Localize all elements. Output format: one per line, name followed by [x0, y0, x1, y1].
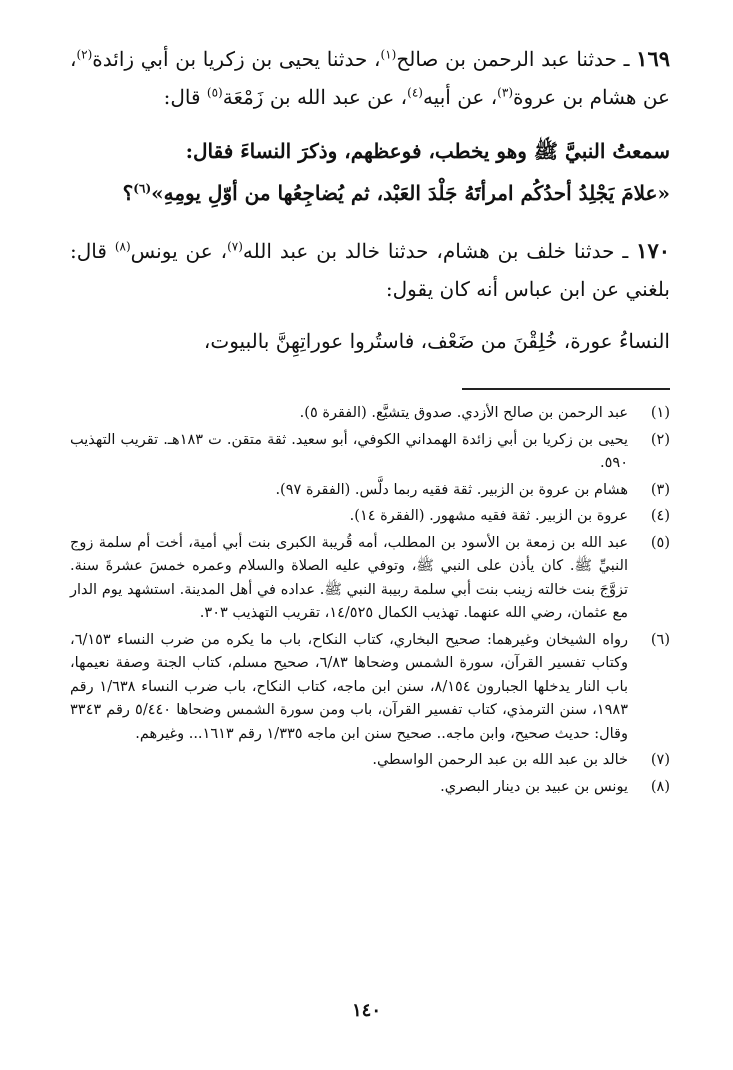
footnotes: [70, 402, 670, 799]
footnote-number: (٣): [650, 481, 670, 498]
footnote-text: عبد الله بن زمعة بن الأسود بن المطلب، أمه قُريبة الكبرى بنت أبي أمية، أخت أم سلمة زوج النبيِّ ﷺ. كان يأذن على النبي ﷺ، وتوفي عليه الصلاة والسلام وعمره خمسَ عشرةَ سنة. تزوَّجَ بنت خالته زينب بنت أبي سلمة ربيبة النبي ﷺ. عداده في أهل المدينة. استشهد يوم الدار مع عثمان، رضي الله عنهما. تهذيب الكمال ١٤/٥٢٥، تقريب التهذيب ٣٠٣.: [70, 534, 628, 621]
entry-number: ١٧٠: [636, 238, 671, 263]
footnote-number: (٧): [650, 752, 670, 768]
footnote-text: يونس بن عبيد بن دينار البصري.: [440, 778, 628, 795]
footnote-number: (٥): [650, 534, 670, 551]
footnote-number: (٨): [650, 778, 670, 795]
footnote-text: هشام بن عروة بن الزبير. ثقة فقيه ربما دلَّس. (الفقرة ٩٧).: [275, 481, 628, 498]
footnote-number: (٢): [650, 431, 670, 448]
footnote-item: [70, 402, 670, 426]
footnote-ref: (٨): [114, 239, 131, 254]
chain-text: ، عن عبد الله بن زَمْعَة: [222, 85, 408, 109]
hadith-line: سمعتُ النبيَّ ﷺ وهو يخطب، فوعظهم، وذكرَ النساءَ فقال:: [185, 139, 670, 163]
footnote-item: [70, 479, 670, 503]
page-number: ١٤٠: [351, 1000, 381, 1021]
chain-text: ، عن يونس: [130, 239, 228, 263]
chain-text: ـ حدثنا عبد الرحمن بن صالح: [396, 47, 637, 71]
hadith-line: ؟: [122, 181, 134, 205]
footnote-ref: (٦): [133, 181, 152, 196]
chain-text: ، عن هشام بن عروة: [70, 47, 670, 109]
footnote-ref: (٢): [76, 47, 93, 62]
footnote-item: [70, 429, 670, 476]
book-page: [70, 40, 670, 802]
chain-text: ، عن أبيه: [422, 85, 498, 109]
footnote-item: [70, 505, 670, 529]
chain-text: قال:: [163, 85, 207, 109]
hadith-text: [70, 172, 670, 214]
footnote-text: خالد بن عبد الله بن عبد الرحمن الواسطي.: [372, 752, 628, 768]
chain-text: قال: بلغني عن ابن عباس أنه كان يقول:: [70, 239, 670, 301]
chain-text: ، حدثنا يحيى بن زكريا بن أبي زائدة: [92, 47, 381, 71]
chain-text: ـ حدثنا خلف بن هشام، حدثنا خالد بن عبد الله: [242, 239, 637, 263]
footnote-text: عبد الرحمن بن صالح الأزدي. صدوق يتشيَّع. (الفقرة ٥).: [299, 405, 628, 421]
hadith-text: [70, 130, 670, 172]
footnote-ref: (٤): [407, 85, 423, 100]
footnote-number: (٦): [650, 631, 670, 648]
footnote-ref: (٧): [227, 239, 243, 254]
hadith-line: «علامَ يَجْلِدُ أحدُكُم امرأتَهُ جَلْدَ العَبْد، ثم يُضاجِعُها من أوّلِ يومِهِ»: [151, 181, 670, 205]
entry-number: ١٦٩: [636, 46, 671, 71]
entry-170-chain: [70, 232, 670, 308]
footnote-item: [70, 629, 670, 747]
footnote-ref: (١): [380, 47, 397, 62]
footnote-ref: (٥): [206, 85, 223, 100]
footnote-number: (١): [650, 405, 670, 421]
footnote-item: [70, 749, 670, 773]
entry-169-chain: [70, 40, 670, 116]
footnote-text: يحيى بن زكريا بن أبي زائدة الهمداني الكوفي، أبو سعيد. ثقة متقن. ت ١٨٣هـ. تقريب التهذيب ٥٩٠.: [70, 431, 628, 471]
entry-170-text: [70, 322, 670, 360]
body-line: النساءُ عورة، خُلِقْنَ من ضَعْف، فاستُروا عوراتِهِنَّ بالبيوت،: [203, 329, 670, 353]
footnote-text: رواه الشيخان وغيرهما: صحيح البخاري، كتاب النكاح، باب ما يكره من ضرب النساء ٦/١٥٣، وكتاب تفسير القرآن، سورة الشمس وضحاها ٦/٨٣، صحيح مسلم، كتاب الجنة وصفة نعيمها، باب النار يدخلها الجبارون ٨/١٥٤، سنن ابن ماجه، كتاب النكاح، باب ضرب النساء ١/٦٣٨ رقم ١٩٨٣، سنن الترمذي، كتاب تفسير القرآن، باب ومن سورة الشمس وضحاها ٥/٤٤٠ رقم ٣٣٤٣ وقال: حديث صحيح، وابن ماجه.. صحيح سنن ابن ماجه ١/٣٣٥ رقم ١٦١٣... وغيرهم.: [70, 631, 628, 742]
footnote-item: [70, 776, 670, 800]
footnote-divider: [462, 388, 670, 390]
footnote-text: عروة بن الزبير. ثقة فقيه مشهور. (الفقرة ١٤).: [349, 508, 628, 524]
footnote-number: (٤): [650, 508, 670, 524]
footnote-ref: (٣): [497, 85, 513, 100]
footnote-item: [70, 532, 670, 626]
